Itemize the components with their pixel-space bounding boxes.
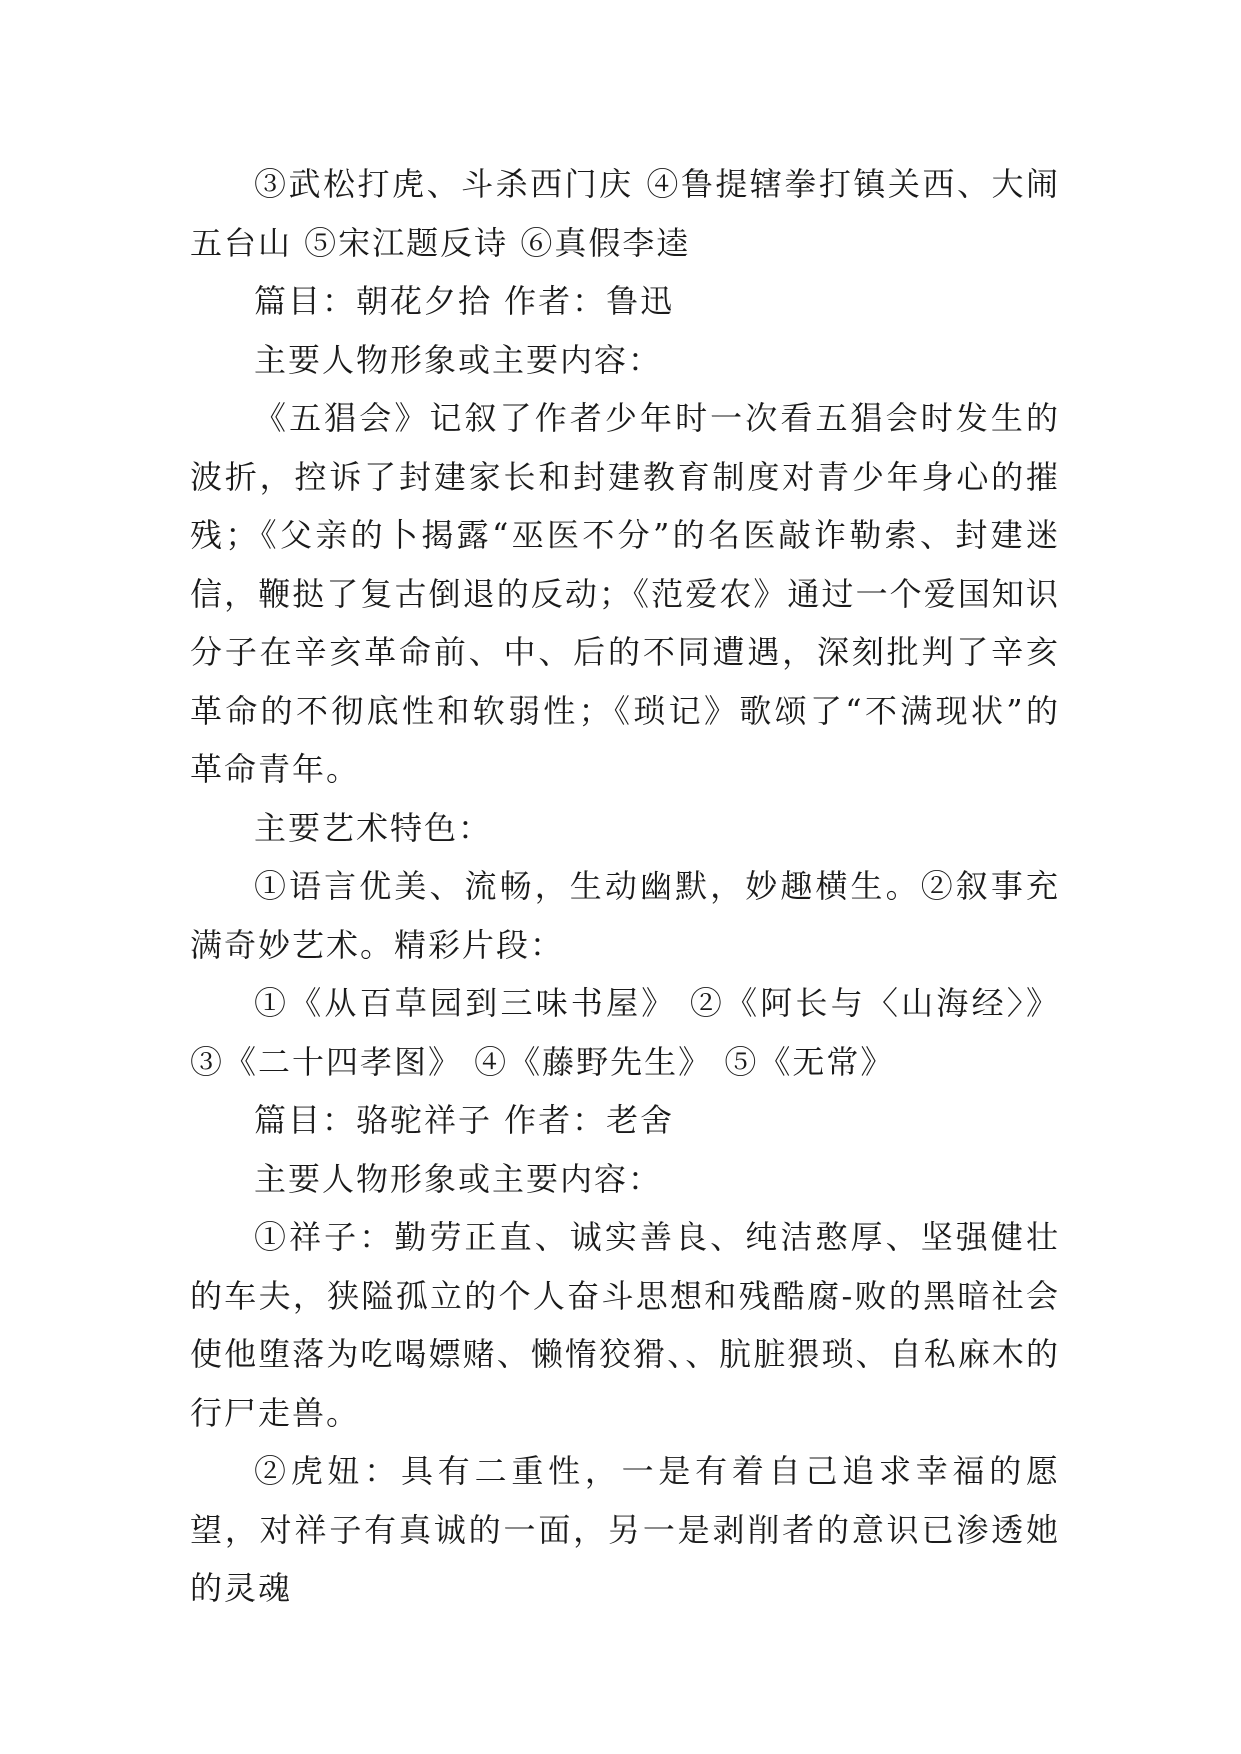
paragraph-zhaohua-content: 《五猖会》记叙了作者少年时一次看五猖会时发生的波折，控诉了封建家长和封建教育制度对青少年身心的摧残；《父亲的卜揭露“巫医不分”的名医敲诈勒索、封建迷信，鞭挞了复古倒退的反动；《范爱农》通过一个爱国知识分子在辛亥革命前、中、后的不同遭遇，深刻批判了辛亥革命的不彻底性和软弱性；《琐记》歌颂了“不满现状”的革命青年。 — [190, 399, 1060, 788]
paragraph-heading-characters-2: 主要人物形象或主要内容： — [254, 1159, 663, 1198]
paragraph-heading-characters: 主要人物形象或主要内容： — [254, 340, 663, 379]
paragraph-outlaws-marsh-episodes: ③武松打虎、斗杀西门庆 ④鲁提辖拳打镇关西、大闹五台山 ⑤宋江题反诗 ⑥真假李逵 — [190, 165, 1060, 262]
paragraph-title-camel: 篇目：骆驼祥子 作者：老舍 — [254, 1101, 675, 1139]
paragraph-title-zhaohua: 篇目：朝花夕拾 作者：鲁迅 — [254, 282, 675, 320]
document-body — [190, 155, 1060, 1618]
paragraph-heading-art: 主要艺术特色： — [254, 808, 493, 847]
paragraph-huniu: ②虎妞：具有二重性，一是有着自己追求幸福的愿望，对祥子有真诚的一面，另一是剥削者的意识已渗透她的灵魂 — [190, 1452, 1060, 1607]
paragraph-xiangzi: ①祥子：勤劳正直、诚实善良、纯洁憨厚、坚强健壮的车夫，狭隘孤立的个人奋斗思想和残酷腐-败的黑暗社会使他堕落为吃喝嫖赌、懒惰狡猾、、肮脏猥琐、自私麻木的行尸走兽。 — [190, 1218, 1060, 1432]
paragraph-art-features: ①语言优美、流畅，生动幽默，妙趣横生。②叙事充满奇妙艺术。精彩片段： — [190, 867, 1060, 964]
paragraph-highlight-chapters: ①《从百草园到三味书屋》 ②《阿长与〈山海经〉》③《二十四孝图》 ④《藤野先生》 ⑤《无常》 — [190, 984, 1060, 1081]
